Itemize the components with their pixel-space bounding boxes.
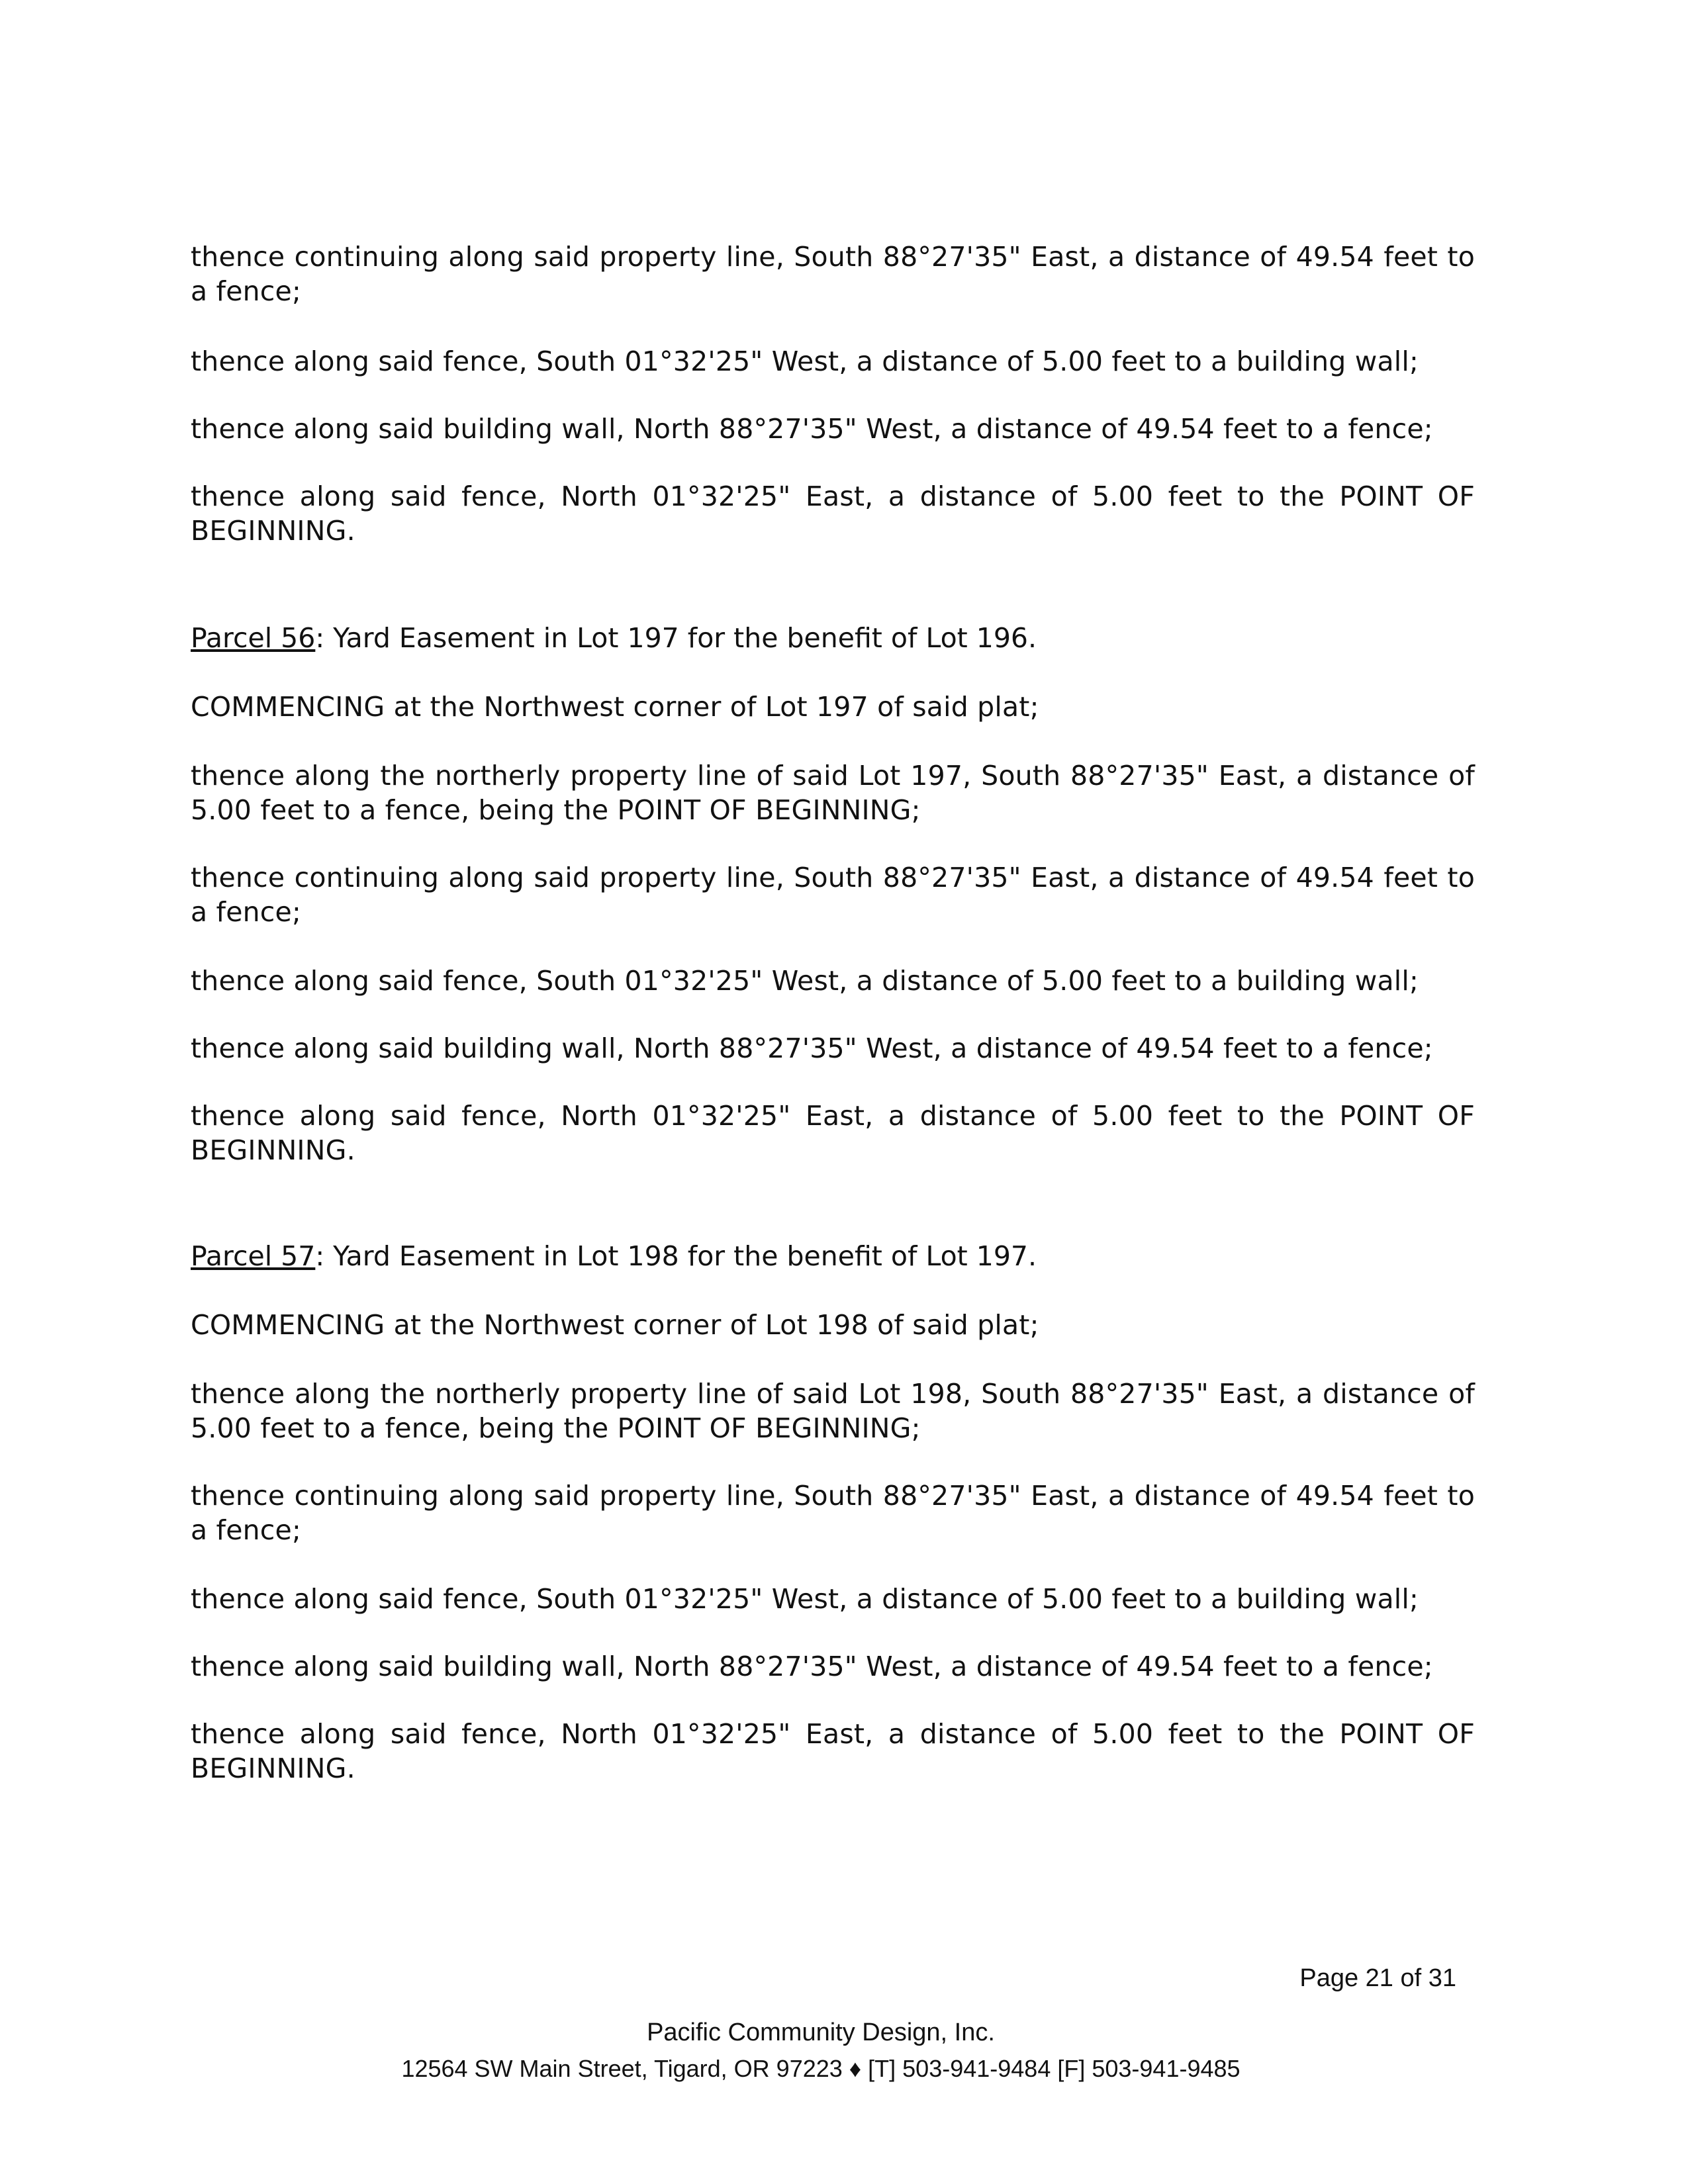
- legal-description-paragraph: thence continuing along said property line, South 88°27'35" East, a distance of 49.54 feet to a fence;: [191, 241, 1475, 307]
- legal-description-paragraph: COMMENCING at the Northwest corner of Lot 197 of said plat;: [191, 691, 1039, 723]
- legal-description-paragraph: thence along the northerly property line of said Lot 198, South 88°27'35" East, a distance of 5.00 feet to a fence, being the POINT OF BEGINNING;: [191, 1378, 1475, 1444]
- parcel-56-title: : Yard Easement in Lot 197 for the benefit of Lot 196.: [315, 622, 1037, 654]
- legal-description-paragraph: thence along said fence, South 01°32'25" West, a distance of 5.00 feet to a building wall;: [191, 345, 1419, 377]
- legal-description-paragraph: thence along said fence, South 01°32'25" West, a distance of 5.00 feet to a building wall;: [191, 965, 1419, 997]
- parcel-57-id: Parcel 57: [191, 1240, 316, 1272]
- legal-description-paragraph: thence continuing along said property line, South 88°27'35" East, a distance of 49.54 feet to a fence;: [191, 1480, 1475, 1546]
- legal-description-paragraph: thence along said fence, North 01°32'25" East, a distance of 5.00 feet to the POINT OF BEGINNING.: [191, 1718, 1475, 1784]
- page-number: Page 21 of 31: [1299, 1964, 1456, 1992]
- legal-description-paragraph: COMMENCING at the Northwest corner of Lot 198 of said plat;: [191, 1309, 1039, 1341]
- legal-description-paragraph: thence along said building wall, North 88°27'35" West, a distance of 49.54 feet to a fence;: [191, 413, 1433, 445]
- footer-company-name: Pacific Community Design, Inc.: [647, 2019, 995, 2046]
- parcel-57-title: : Yard Easement in Lot 198 for the benefit of Lot 197.: [315, 1240, 1037, 1272]
- parcel-56-heading: [191, 621, 1475, 655]
- parcel-56-id: Parcel 56: [191, 622, 316, 654]
- legal-description-paragraph: thence continuing along said property line, South 88°27'35" East, a distance of 49.54 feet to a fence;: [191, 862, 1475, 928]
- legal-description-paragraph: thence along said fence, North 01°32'25" East, a distance of 5.00 feet to the POINT OF BEGINNING.: [191, 1100, 1475, 1166]
- legal-description-paragraph: thence along said fence, North 01°32'25" East, a distance of 5.00 feet to the POINT OF BEGINNING.: [191, 480, 1475, 547]
- legal-description-paragraph: thence along said building wall, North 88°27'35" West, a distance of 49.54 feet to a fence;: [191, 1651, 1433, 1682]
- legal-description-paragraph: thence along said building wall, North 88°27'35" West, a distance of 49.54 feet to a fence;: [191, 1032, 1433, 1064]
- parcel-57-heading: [191, 1239, 1475, 1273]
- footer-address: 12564 SW Main Street, Tigard, OR 97223 ♦ [T] 503-941-9484 [F] 503-941-9485: [401, 2055, 1241, 2082]
- legal-description-paragraph: thence along said fence, South 01°32'25" West, a distance of 5.00 feet to a building wall;: [191, 1583, 1419, 1615]
- legal-description-paragraph: thence along the northerly property line of said Lot 197, South 88°27'35" East, a distance of 5.00 feet to a fence, being the POINT OF BEGINNING;: [191, 760, 1475, 826]
